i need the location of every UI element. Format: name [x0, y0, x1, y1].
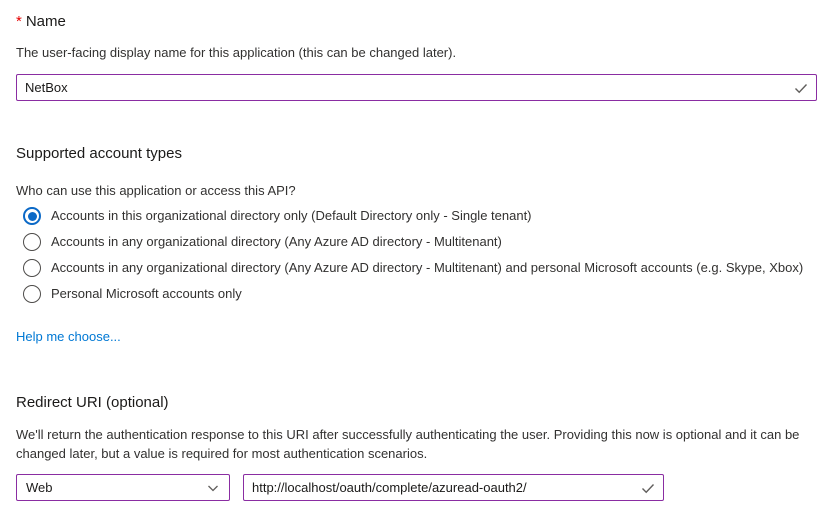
account-types-radio-group [16, 203, 817, 307]
name-section-title [16, 12, 817, 31]
radio-dot [28, 290, 37, 299]
radio-button[interactable] [23, 233, 41, 251]
radio-label[interactable]: Accounts in any organizational directory (Any Azure AD directory - Multitenant) and personal Microsoft accounts (e.g. Skype, Xbox) [51, 260, 804, 275]
platform-selected-value: Web [26, 480, 53, 495]
chevron-down-icon [206, 481, 220, 495]
name-description: The user-facing display name for this application (this can be changed later). [16, 45, 457, 60]
name-label: Name [25, 13, 66, 30]
radio-button[interactable] [23, 207, 41, 225]
radio-label[interactable]: Accounts in any organizational directory (Any Azure AD directory - Multitenant) [51, 234, 502, 249]
radio-dot [28, 212, 37, 221]
help-me-choose-link[interactable]: Help me choose... [16, 329, 121, 344]
radio-label[interactable]: Accounts in this organizational directory only (Default Directory only - Single tenant) [51, 208, 532, 223]
redirect-uri-input[interactable] [243, 474, 664, 501]
radio-option-multitenant-personal[interactable] [16, 255, 817, 281]
platform-select-dropdown[interactable] [16, 474, 230, 501]
redirect-uri-title: Redirect URI (optional) [16, 394, 169, 411]
radio-button[interactable] [23, 285, 41, 303]
redirect-uri-field-container [243, 474, 664, 501]
account-types-title: Supported account types [16, 145, 182, 162]
radio-dot [28, 264, 37, 273]
radio-button[interactable] [23, 259, 41, 277]
required-asterisk: * [16, 13, 22, 30]
account-types-question: Who can use this application or access this API? [16, 183, 296, 198]
radio-option-single-tenant[interactable] [16, 203, 817, 229]
name-field-container [16, 74, 817, 101]
radio-dot [28, 238, 37, 247]
redirect-uri-row [16, 474, 817, 501]
radio-option-personal-only[interactable] [16, 281, 817, 307]
name-input[interactable] [16, 74, 817, 101]
redirect-uri-description: We'll return the authentication response to this URI after successfully authenticating the user. Providing this now is optional and it can be changed later, but a value is required for most authentication scenarios. [16, 427, 800, 461]
radio-option-multitenant[interactable] [16, 229, 817, 255]
radio-label[interactable]: Personal Microsoft accounts only [51, 286, 242, 301]
